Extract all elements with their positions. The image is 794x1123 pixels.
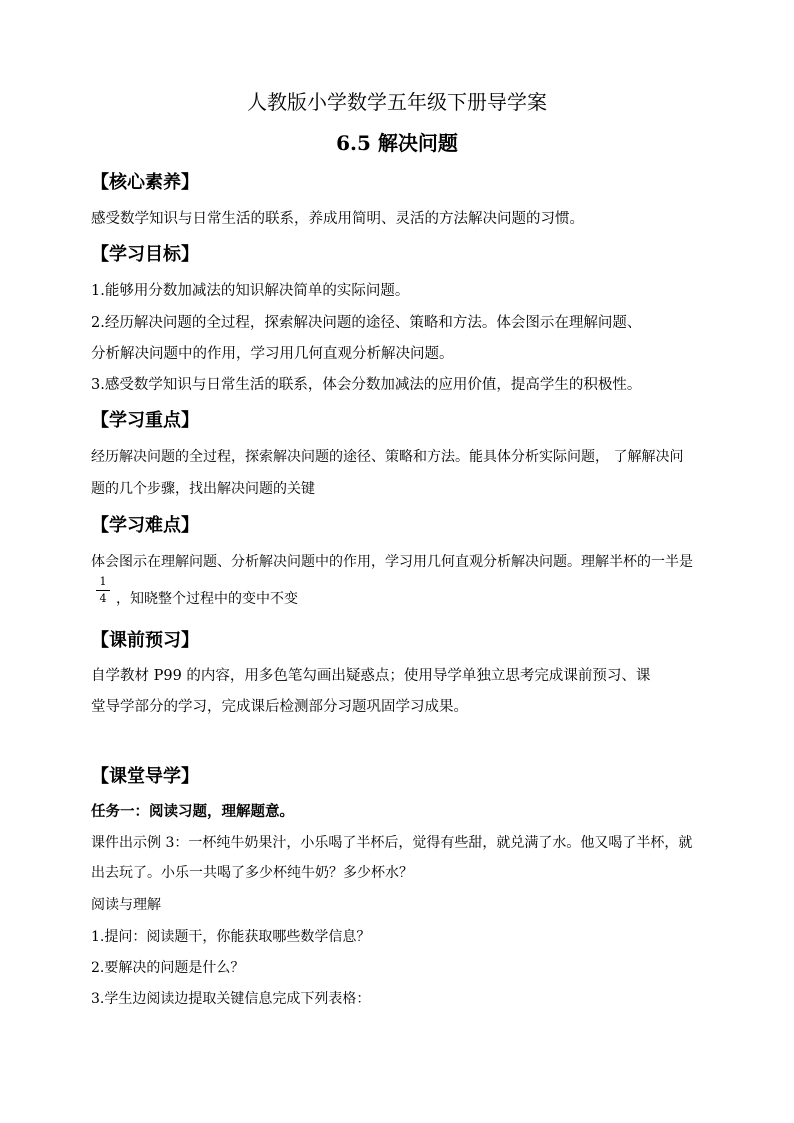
section-heading-key: 【学习重点】 [91,410,199,431]
fraction-denominator: 4 [99,592,107,605]
fraction-bar [96,590,110,591]
goal-item: 1.能够用分数加减法的知识解决简单的实际问题。 [91,283,410,299]
section-heading-core: 【核心素养】 [91,172,199,193]
goal-item: 3.感受数学知识与日常生活的联系，体会分数加减法的应用价值，提高学生的积极性。 [91,377,642,393]
guide-text-line: 出去玩了。小乐一共喝了多少杯纯牛奶？多少杯水？ [91,865,413,881]
section-heading-guide: 【课堂导学】 [91,766,199,787]
fraction-numerator: 1 [99,575,107,588]
lesson-title: 6.5 解决问题 [336,131,458,155]
difficulty-text-rest: ，知晓整个过程中的变中不变 [116,591,298,607]
guide-text-line: 2.要解决的问题是什么？ [91,960,245,976]
guide-text-line: 1.提问：阅读题干，你能获取哪些数学信息？ [91,929,371,945]
preview-text-line: 自学教材 P99 的内容，用多色笔勾画出疑惑点；使用导学单独立思考完成课前预习、课 [91,668,651,684]
key-text-line: 经历解决问题的全过程，探索解决问题的途径、策略和方法。能具体分析实际问题， 了解解决问 [91,449,684,465]
guide-text-line: 阅读与理解 [91,897,161,913]
task-one-title: 任务一：阅读习题，理解题意。 [91,803,294,820]
goal-item: 2.经历解决问题的全过程，探索解决问题的途径、策略和方法。体会图示在理解问题、 [91,315,642,331]
core-text: 感受数学知识与日常生活的联系，养成用简明、灵活的方法解决问题的习惯。 [91,211,584,227]
key-text-line: 题的几个步骤，找出解决问题的关键 [91,481,315,497]
section-heading-goals: 【学习目标】 [91,244,199,265]
preview-text-line: 堂导学部分的学习，完成课后检测部分习题巩固学习成果。 [91,699,468,715]
guide-text-line: 课件出示例 3：一杯纯牛奶果汁，小乐喝了半杯后，觉得有些甜，就兑满了水。他又喝了半杯，就 [91,835,693,851]
section-heading-preview: 【课前预习】 [91,630,199,651]
guide-text-line: 3.学生边阅读边提取关键信息完成下列表格： [91,991,371,1007]
section-heading-difficulty: 【学习难点】 [91,515,199,536]
goal-item: 分析解决问题中的作用，学习用几何直观分析解决问题。 [91,346,454,362]
difficulty-text-line: 体会图示在理解问题、分析解决问题中的作用，学习用几何直观分析解决问题。理解半杯的一半是 [91,554,693,570]
document-title: 人教版小学数学五年级下册导学案 [247,90,547,114]
fraction-one-quarter [96,575,110,605]
